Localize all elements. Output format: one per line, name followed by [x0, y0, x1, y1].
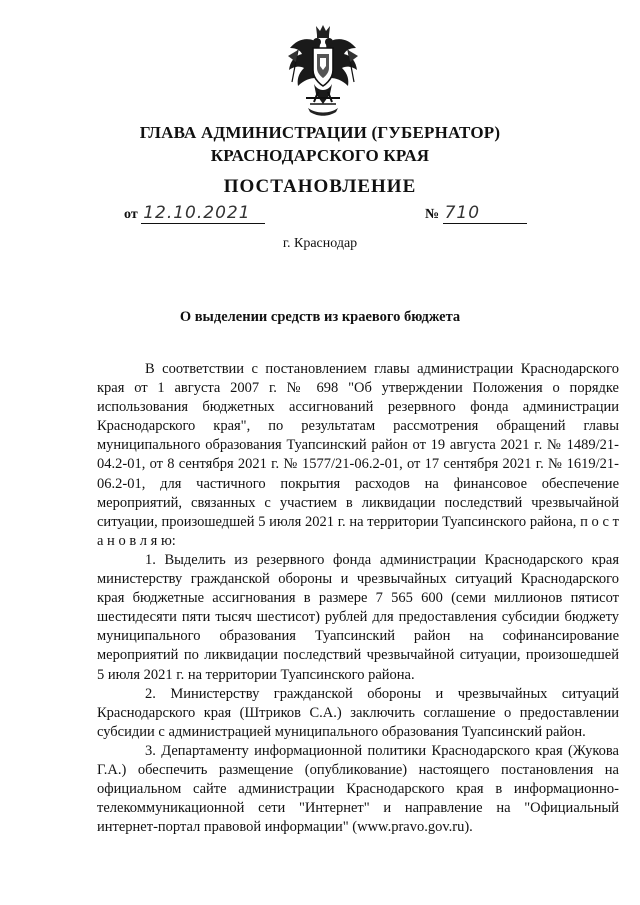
body-paragraph: 2. Министерству гражданской обороны и чрезвычайных ситуаций Краснодарского края (Штриков С.А.) заключить соглашение о предоставлении субсидии с администрацией муниципального образования Туапсинский район. [97, 685, 619, 740]
document-subject: О выделении средств из краевого бюджета [179, 309, 461, 325]
city: г. Краснодар [282, 236, 358, 251]
authority-title-line1: ГЛАВА АДМИНИСТРАЦИИ (ГУБЕРНАТОР) [139, 123, 501, 142]
date-value: 12.10.2021 [141, 203, 265, 224]
number-value: 710 [443, 203, 527, 224]
number-row [425, 203, 527, 224]
authority-title-line2: КРАСНОДАРСКОГО КРАЯ [210, 146, 430, 165]
coat-of-arms-emblem [284, 22, 362, 118]
date-row [124, 203, 265, 224]
body-paragraph: В соответствии с постановлением главы администрации Краснодарского края от 1 августа 2007 г. № 698 "Об утверждении Положения о порядке использования бюджетных ассигнований резервного фонда администрации Краснодарского края", по результатам рассмотрения обращений главы муниципального образования Туапсинский район от 19 августа 2021 г. № 1489/21-04.2-01, от 8 сентября 2021 г. № 1577/21-06.2-01, от 17 сентября 2021 г. № 1619/21-06.2-01, для частичного покрытия расходов на финансовое обеспечение мероприятий, связанных с участием в ликвидации последствий чрезвычайной ситуации, произошедшей 5 июля 2021 г. на территории Туапсинского района, п о с т а н о в л я ю: [97, 361, 619, 549]
body-paragraph: 3. Департаменту информационной политики Краснодарского края (Жукова Г.А.) обеспечить размещение (опубликование) настоящего постановления на официальном сайте администрации Краснодарского края в информационно-телекоммуникационной сети "Интернет" и направление на "Официальный интернет-портал правовой информации" (www.pravo.gov.ru). [97, 742, 619, 836]
document-type: ПОСТАНОВЛЕНИЕ [223, 176, 417, 197]
number-prefix: № [425, 207, 440, 222]
date-prefix: от [124, 207, 138, 222]
document-body [97, 360, 619, 837]
body-paragraph: 1. Выделить из резервного фонда администрации Краснодарского края министерству гражданской обороны и чрезвычайных ситуаций Краснодарского края бюджетные ассигнования в размере 7 565 600 (семи миллионов пятисот шестидесяти пяти тысяч шестисот) рублей для предоставления субсидии бюджету муниципального образования Туапсинский район на софинансирование мероприятий по ликвидации последствий чрезвычайной ситуации, произошедшей 5 июля 2021 г. на территории Туапсинского района. [97, 551, 619, 683]
